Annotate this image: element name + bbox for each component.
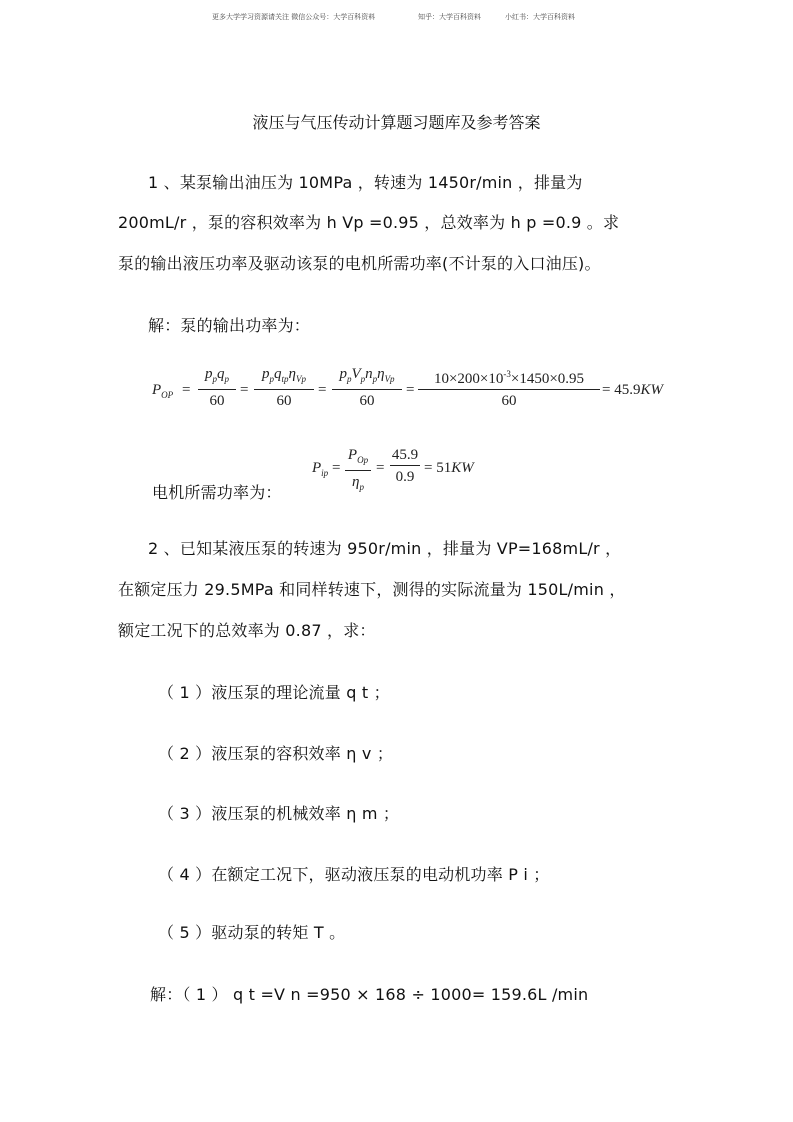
header-zhihu-note: 知乎：大学百科资料	[418, 13, 481, 21]
eq1-result: = 45.9KW	[602, 382, 663, 398]
problem1-line3: 泵的输出液压功率及驱动该泵的电机所需功率(不计泵的入口油压)。	[118, 254, 601, 273]
eq2-result: = 51KW	[424, 460, 474, 476]
problem2-line3: 额定工况下的总效率为 0.87 ，求：	[118, 621, 376, 640]
problem2-item-5: （ 5 ）驱动泵的转矩 T 。	[158, 923, 346, 942]
header-wechat-note: 更多大学学习资源请关注 微信公众号：大学百科资料	[212, 13, 376, 21]
eq2-fraction-1: $P_{Op}$ $\eta_p$	[345, 446, 371, 496]
page-title: 液压与气压传动计算题习题库及参考答案	[252, 113, 541, 132]
problem2-item-3: （ 3 ）液压泵的机械效率 η m ；	[158, 804, 400, 823]
problem2-item-4: （ 4 ）在额定工况下，驱动液压泵的电动机功率 P i ；	[158, 865, 550, 884]
problem2-line1: 2 、已知某液压泵的转速为 950r/min ，排量为 VP=168mL/r ，	[148, 539, 622, 558]
motor-power-label: 电机所需功率为：	[152, 483, 282, 502]
eq2-fraction-2: 45.9 0.9	[391, 447, 419, 485]
pump-output-power-equation	[150, 360, 690, 420]
eq1-equals-2: =	[240, 382, 249, 398]
eq1-equals-4: =	[406, 382, 415, 398]
motor-power-equation	[312, 446, 492, 496]
problem2-item-1: （ 1 ）液压泵的理论流量 q t ；	[158, 683, 390, 702]
header-xiaohongshu-note: 小红书：大学百科资料	[505, 13, 575, 21]
eq2-lhs: $P_{ip}$	[312, 460, 329, 478]
eq1-equals-3: =	[318, 382, 327, 398]
eq1-fraction-2: $p_pq_{tp}\eta_{Vp}$ 60	[254, 365, 314, 410]
eq1-equals-1: =	[182, 382, 191, 398]
eq1-fraction-4: $10\times 200\times 10^{-3}\times 1450\times 0.95$ 60	[418, 365, 600, 410]
eq1-fraction-3: $p_pV_pn_p\eta_{Vp}$ 60	[332, 365, 402, 410]
problem1-line1: 1 、某泵输出油压为 10MPa ，转速为 1450r/min ，排量为	[148, 173, 583, 192]
eq2-equals-1: =	[332, 460, 341, 476]
eq1-fraction-1: $p_pq_p$ 60	[198, 365, 236, 410]
eq2-equals-2: =	[376, 460, 385, 476]
problem2-item-2: （ 2 ）液压泵的容积效率 η v ；	[158, 744, 394, 763]
problem1-solution-label: 解：泵的输出功率为：	[148, 316, 311, 335]
problem2-solution-1: 解：（ 1 ） q t =V n =950 × 168 ÷ 1000= 159.6L /min	[150, 985, 589, 1004]
eq1-lhs: $P_{OP}$	[152, 382, 174, 400]
problem2-line2: 在额定压力 29.5MPa 和同样转速下，测得的实际流量为 150L/min ，	[118, 580, 626, 599]
problem1-line2: 200mL/r ，泵的容积效率为 h Vp =0.95 ，总效率为 h p =0.9 。求	[118, 213, 620, 232]
